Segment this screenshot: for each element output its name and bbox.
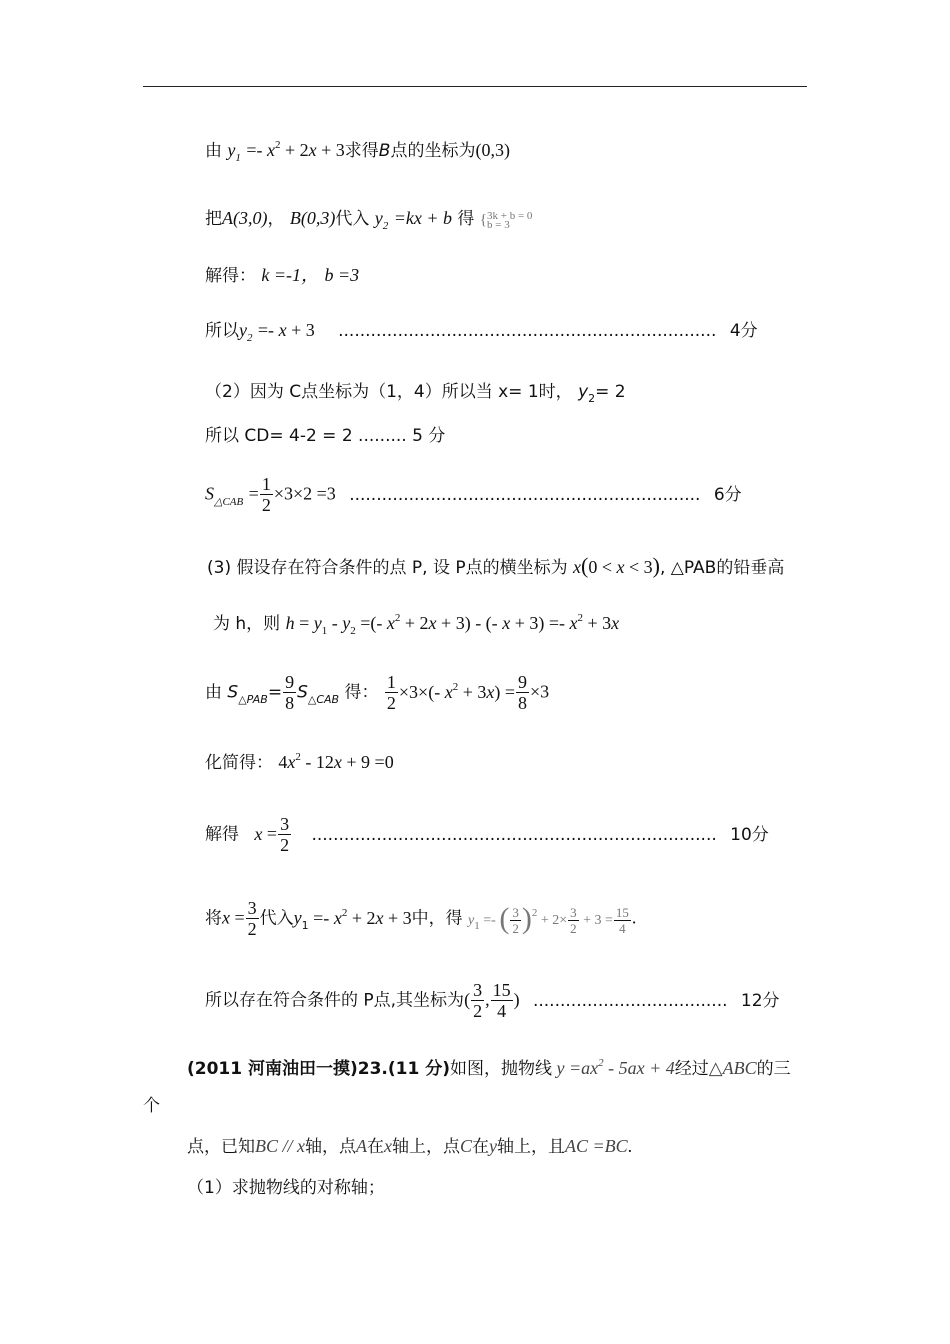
line-part3: (3) 假设存在符合条件的点 P, 设 P点的横坐标为 x(0 < x < 3), △PAB的铅垂高 xyxy=(207,553,785,578)
line-simplify: 化简得： $4x^2 - 12x + 9 =0$ xyxy=(205,751,394,773)
line-substitute-x: 将x = $\frac{3}{2}$ 代入$y_1 =- x^2 + 2x + 3$中，得 $y_1$ =- ( $\frac{3}{2}$ )$^2$ + 2× $\frac{3}{2}$ + 3 = $\frac{15}{4}$ . xyxy=(205,898,637,939)
header-rule xyxy=(143,86,807,87)
line-substitute: 把A(3,0)， B(0,3)代入 $y_2 =kx + b$ 得 {3k + b = 0 b = 3 xyxy=(205,208,533,232)
line-solve-x: 解得 x = $\frac{3}{2}$ ........................................................................... 10分 xyxy=(205,814,769,855)
faded-equation-system: {3k + b = 0 b = 3 xyxy=(479,209,533,231)
line-y2-result: 所以$y_2 =- x + 3$ ...................................................................... 4分 xyxy=(205,320,758,344)
line-part2: （2）因为 C点坐标为（1，4）所以当 x= 1时， $y_2= 2$ xyxy=(205,382,626,405)
question-23-line1: (2011 河南油田一摸)23.(11 分)如图，抛物线 $y =ax^2 - 5ax + 4$经过△ABC的三 xyxy=(187,1057,791,1079)
question-23-part1: （1）求抛物线的对称轴； xyxy=(187,1178,385,1198)
question-23-line2: 点，已知BC // x轴，点A在x轴上，点C在y轴上，且AC =BC. xyxy=(187,1136,633,1157)
line-area-relation: 由 $S_{\triangle PAB}=$ $\frac{9}{8}$ $S_{\triangle CAB}$ 得： $\frac{1}{2}$ ×3×(- $x^2 + 3x$) = $\frac{9}{8}$ ×3 xyxy=(205,672,550,713)
line-b-point: 由 $y_1 =- x^2 + 2x + 3$求得B点的坐标为(0,3) xyxy=(205,139,510,164)
question-23-line1-wrap: 个 xyxy=(143,1096,160,1116)
line-height-h: 为 h，则 $h = y_1 - y_2$ =(- $x^2 + 2x + 3$) - (- $x + 3) =- x^2 + 3x$ xyxy=(213,612,620,637)
line-solve-k-b: 解得： k =-1， b =3 xyxy=(205,265,360,286)
line-cd: 所以 CD= 4-2 = 2 ......... 5 分 xyxy=(205,426,446,446)
math-y1: $y_1$ xyxy=(227,140,241,164)
line-p-coordinate: 所以存在符合条件的 P点,其坐标为( $\frac{3}{2}$ , $\frac{15}{4}$ ) .................................... 12分 xyxy=(205,980,780,1021)
math-eq: =- $x^2 + 2x + 3$ xyxy=(246,139,345,160)
line-area-cab: $S_{\triangle CAB}$ = $\frac{1}{2}$ ×3×2 =3 ................................................................. 6分 xyxy=(205,474,742,515)
